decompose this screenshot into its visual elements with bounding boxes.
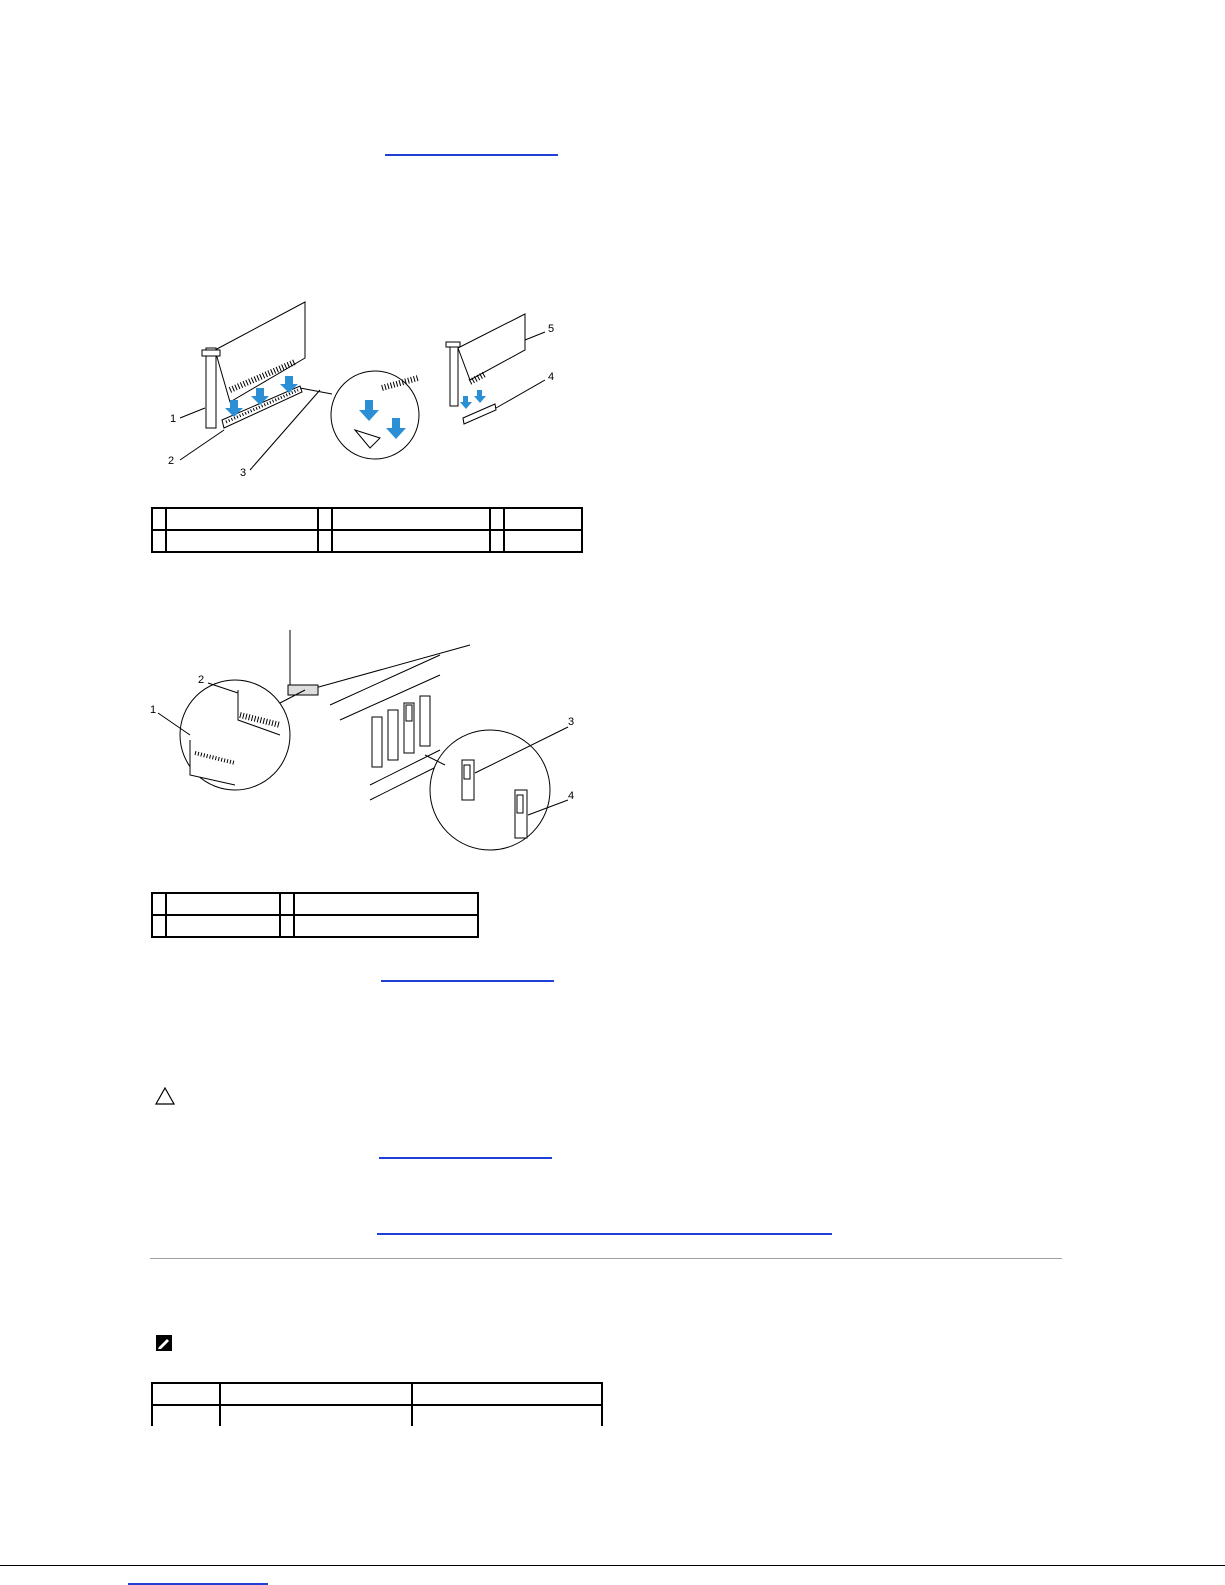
table-row bbox=[152, 1405, 602, 1426]
fig2-callout-3: 3 bbox=[568, 716, 575, 728]
table-row bbox=[152, 1383, 602, 1405]
figure-card-install bbox=[160, 290, 600, 490]
table-cell bbox=[332, 530, 490, 552]
fig1-callout-3: 3 bbox=[240, 467, 247, 479]
table-cell bbox=[166, 915, 280, 937]
link-underline-4[interactable] bbox=[377, 1233, 832, 1235]
table-cell bbox=[332, 508, 490, 530]
table-cell bbox=[152, 1405, 220, 1426]
fig2-callout-4: 4 bbox=[568, 790, 575, 802]
table-cell bbox=[318, 530, 332, 552]
table-cell bbox=[504, 530, 582, 552]
figure2-legend-table bbox=[151, 892, 479, 938]
figure1-legend-table bbox=[151, 507, 583, 553]
fig1-callout-2: 2 bbox=[168, 455, 175, 467]
table-cell bbox=[166, 530, 318, 552]
section-divider bbox=[150, 1258, 1062, 1259]
table-cell bbox=[152, 1383, 220, 1405]
fig2-callout-1: 1 bbox=[150, 704, 157, 716]
table-cell bbox=[318, 508, 332, 530]
table-row bbox=[152, 915, 478, 937]
table-cell bbox=[166, 893, 280, 915]
footer-rule bbox=[0, 1565, 1225, 1566]
table-cell bbox=[152, 508, 166, 530]
table-cell bbox=[294, 893, 478, 915]
table-cell bbox=[220, 1383, 412, 1405]
table-cell bbox=[280, 893, 294, 915]
table-cell bbox=[504, 508, 582, 530]
table-cell bbox=[294, 915, 478, 937]
table-cell bbox=[166, 508, 318, 530]
link-underline-3[interactable] bbox=[379, 1157, 552, 1159]
table-cell bbox=[152, 915, 166, 937]
table-cell bbox=[490, 508, 504, 530]
fig1-callout-5: 5 bbox=[548, 323, 555, 335]
note-pencil-icon bbox=[155, 1334, 173, 1352]
table-row bbox=[152, 508, 582, 530]
table-cell bbox=[412, 1405, 602, 1426]
table-cell bbox=[412, 1383, 602, 1405]
link-underline-1[interactable] bbox=[385, 154, 558, 156]
table-cell bbox=[152, 530, 166, 552]
fig1-callout-1: 1 bbox=[170, 413, 177, 425]
link-underline-2[interactable] bbox=[381, 980, 554, 982]
caution-triangle-icon bbox=[154, 1086, 176, 1106]
table-row bbox=[152, 530, 582, 552]
table-cell bbox=[280, 915, 294, 937]
table-cell bbox=[220, 1405, 412, 1426]
table-row bbox=[152, 893, 478, 915]
bottom-table bbox=[151, 1382, 603, 1426]
table-cell bbox=[490, 530, 504, 552]
fig1-callout-4: 4 bbox=[548, 371, 555, 383]
figure-card-bracket bbox=[140, 625, 590, 865]
fig2-callout-2: 2 bbox=[198, 674, 205, 686]
table-cell bbox=[152, 893, 166, 915]
